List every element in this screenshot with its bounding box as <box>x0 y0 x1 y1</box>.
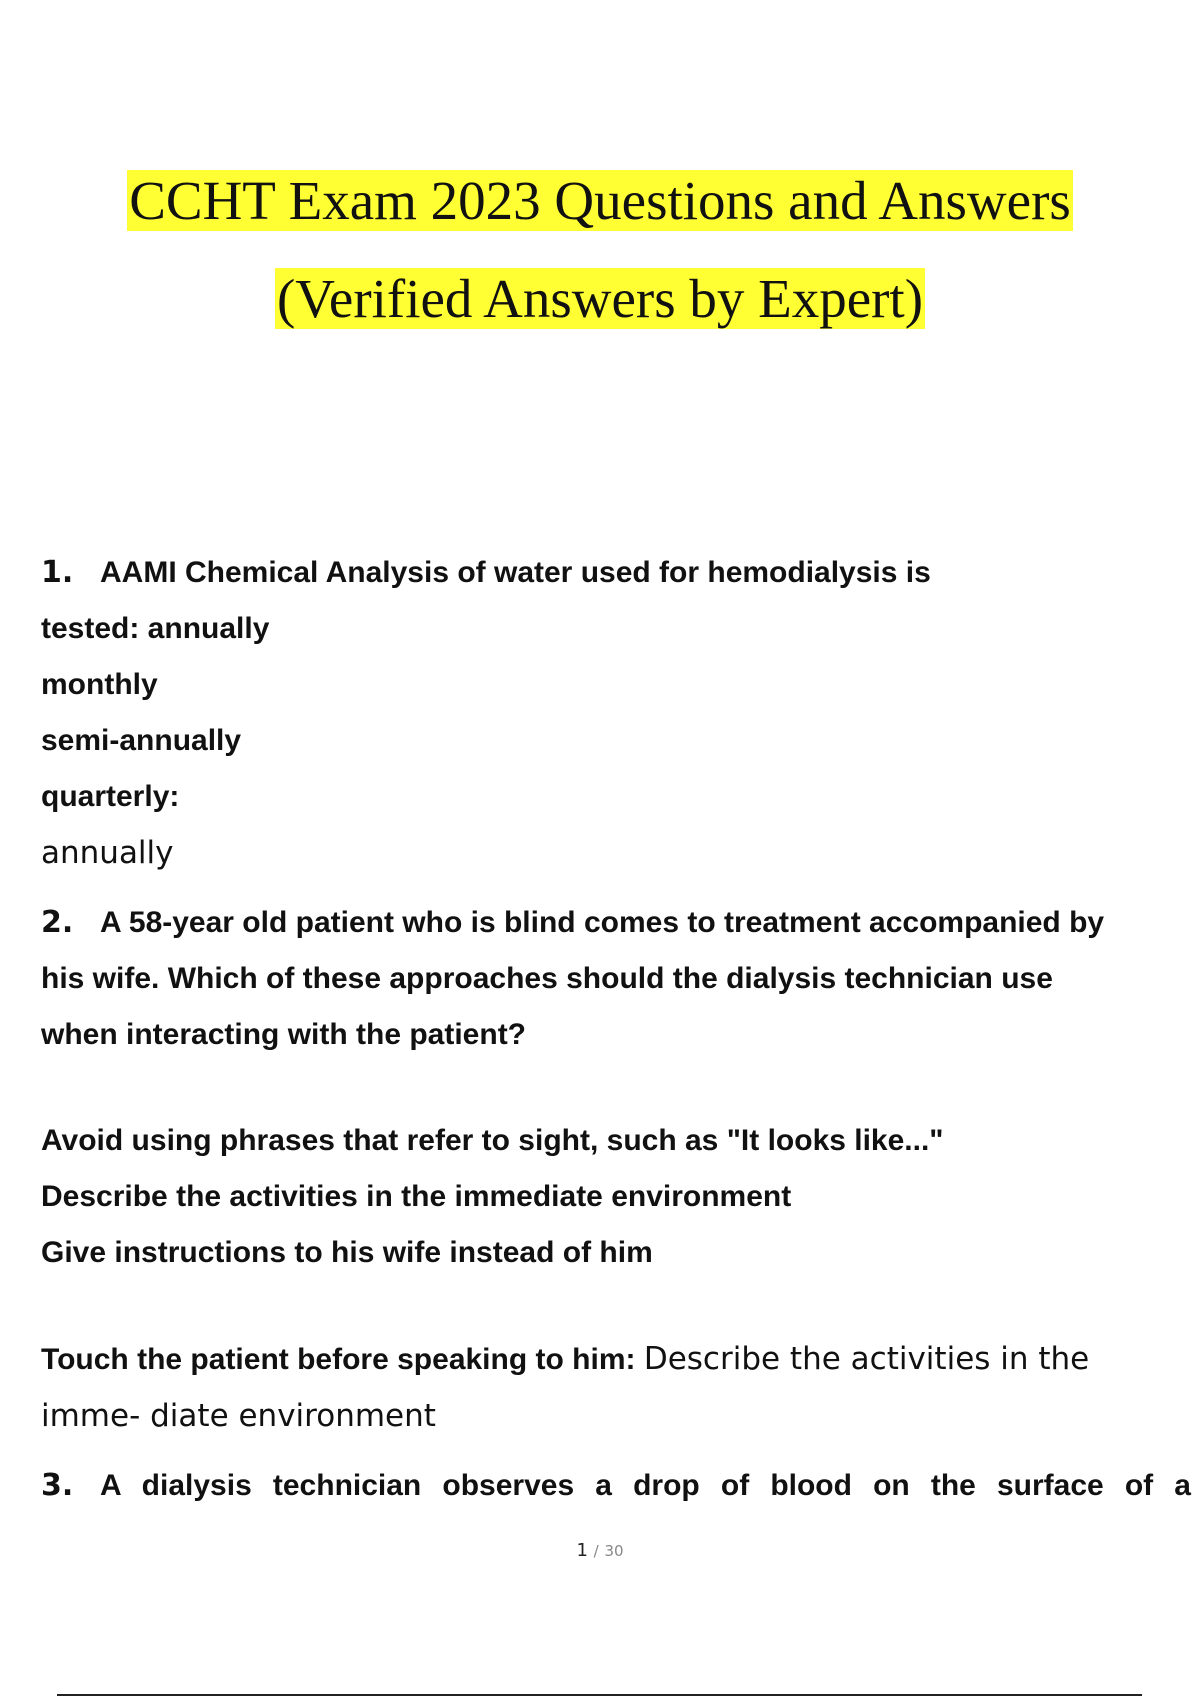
question-2-option-4: Touch the patient before speaking to him: <box>41 1343 636 1376</box>
document-title <box>0 152 1200 348</box>
question-2-option-3: Give instructions to his wife instead of him <box>41 1236 653 1269</box>
page-indicator <box>0 1540 1200 1561</box>
question-1-answer: annually <box>41 835 174 871</box>
question-1-line-1 <box>41 545 1191 601</box>
question-2-option-1: Avoid using phrases that refer to sight, such as "It looks like..." <box>41 1124 944 1157</box>
question-2-option-4-with-answer <box>41 1331 1191 1388</box>
question-2-line-3: when interacting with the patient? <box>41 1018 527 1051</box>
question-2-line-1 <box>41 895 1191 951</box>
question-list <box>41 545 1191 1514</box>
question-2-option-2: Describe the activities in the immediate environment <box>41 1180 792 1213</box>
question-3-number: 3. <box>41 1468 74 1503</box>
question-1-number: 1. <box>41 555 74 590</box>
question-3 <box>41 1458 1191 1514</box>
title-line-2-text: (Verified Answers by Expert) <box>276 268 924 329</box>
question-1-text: AAMI Chemical Analysis of water used for hemodialysis is <box>100 556 931 589</box>
question-2-text: A 58-year old patient who is blind comes to treatment accompanied by <box>100 906 1105 939</box>
question-1-option-quarterly: quarterly: <box>41 780 180 813</box>
footer-divider <box>57 1694 1142 1696</box>
question-2 <box>41 895 1191 1444</box>
page-separator: / <box>593 1542 599 1560</box>
question-2-answer: Describe the activities in the <box>643 1341 1090 1377</box>
question-2-line-2: his wife. Which of these approaches should the dialysis technician use <box>41 962 1053 995</box>
question-1-option-semi-annually: semi-annually <box>41 724 242 757</box>
title-line-2 <box>0 250 1200 348</box>
question-3-text: A dialysis technician observes a drop of blood on the surface of a <box>100 1469 1191 1502</box>
question-3-line-1 <box>41 1458 1191 1514</box>
question-1-line-2: tested: annually <box>41 612 270 645</box>
current-page: 1 <box>576 1540 588 1561</box>
title-line-1-text: CCHT Exam 2023 Questions and Answers <box>129 170 1071 231</box>
title-line-1 <box>0 152 1200 250</box>
question-2-number: 2. <box>41 905 74 940</box>
question-2-answer-continued: imme- diate environment <box>41 1398 436 1434</box>
question-1-option-monthly: monthly <box>41 668 158 701</box>
question-1 <box>41 545 1191 881</box>
total-pages: 30 <box>604 1542 624 1560</box>
